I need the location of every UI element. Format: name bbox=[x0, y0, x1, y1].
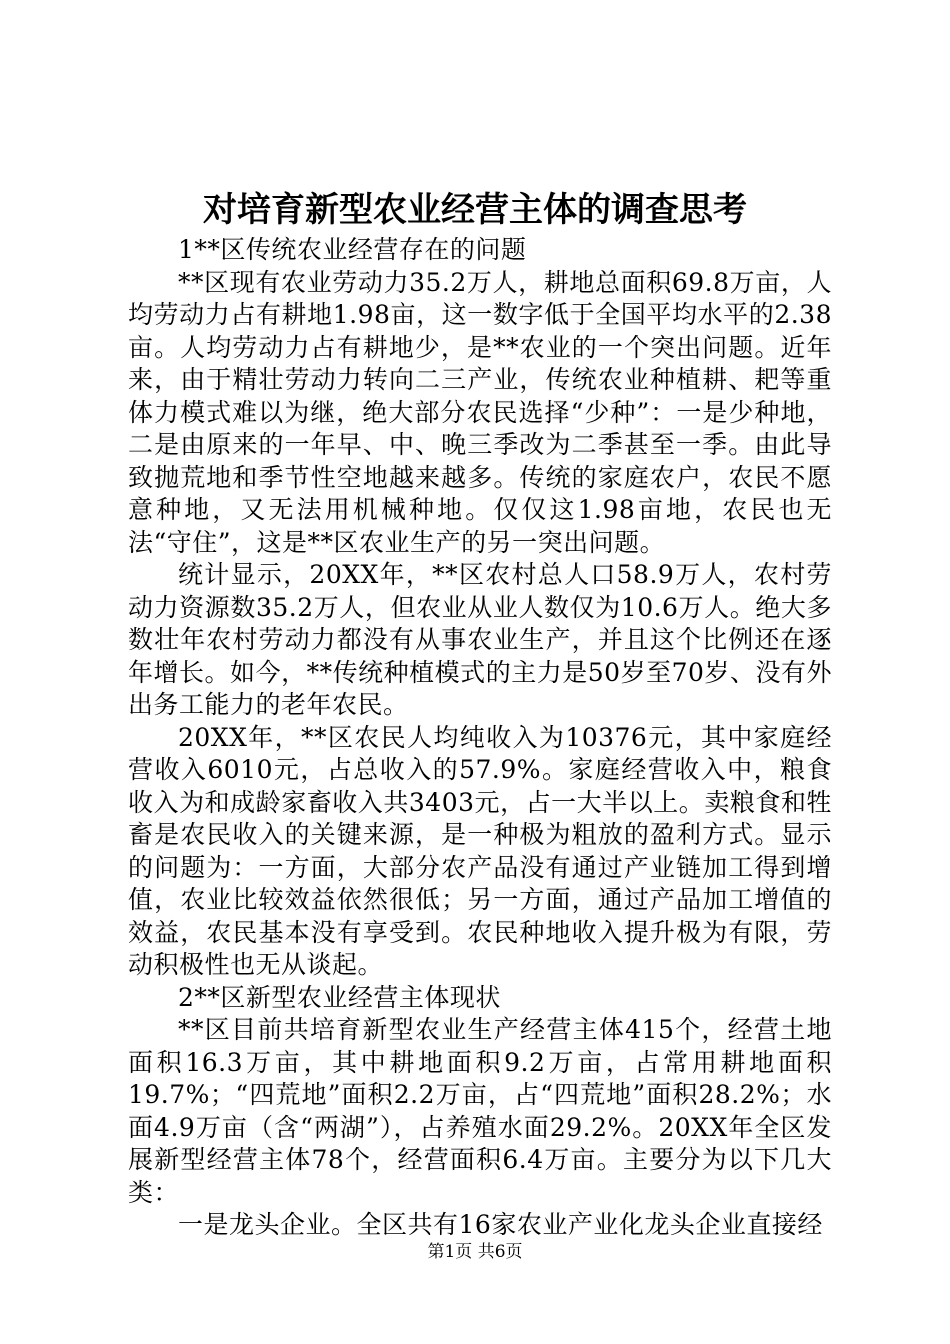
paragraph: **区目前共培育新型农业生产经营主体415个，经营土地面积16.3万亩，其中耕地面积9.2万亩，占常用耕地面积19.7%；“四荒地”面积2.2万亩，占“四荒地”面积28.2%；水面4.9万亩（含“两湖”），占养殖水面29.2%。20XX年全区发展新型经营主体78个，经营面积6.4万亩。主要分为以下几大类： bbox=[128, 1015, 832, 1207]
section-heading: 1**区传统农业经营存在的问题 bbox=[178, 235, 527, 264]
page-footer: 第1页 共6页 bbox=[427, 1242, 523, 1262]
section-heading: 2**区新型农业经营主体现状 bbox=[178, 982, 501, 1012]
document-body bbox=[128, 234, 832, 1242]
paragraph: **区现有农业劳动力35.2万人，耕地总面积69.8万亩，人均劳动力占有耕地1.98亩，这一数字低于全国平均水平的2.38亩。人均劳动力占有耕地少，是**农业的一个突出问题。近年来，由于精壮劳动力转向二三产业，传统农业种植耕、耙等重体力模式难以为继，绝大部分农民选择“少种”：一是少种地，二是由原来的一年早、中、晚三季改为二季甚至一季。由此导致抛荒地和季节性空地越来越多。传统的家庭农户，农民不愿意种地，又无法用机械种地。仅仅这1.98亩地，农民也无法“守住”，这是**区农业生产的另一突出问题。 bbox=[128, 267, 832, 557]
document-title: 对培育新型农业经营主体的调查思考 bbox=[203, 190, 747, 230]
paragraph: 一是龙头企业。全区共有16家农业产业化龙头企业直接经 bbox=[178, 1210, 823, 1239]
paragraph: 统计显示，20XX年，**区农村总人口58.9万人，农村劳动力资源数35.2万人，但农业从业人数仅为10.6万人。绝大多数壮年农村劳动力都没有从事农业生产，并且这个比例还在逐年增长。如今，**传统种植模式的主力是50岁至70岁、没有外出务工能力的老年农民。 bbox=[128, 560, 832, 719]
paragraph: 20XX年，**区农民人均纯收入为10376元，其中家庭经营收入6010元，占总收入的57.9%。家庭经营收入中，粮食收入为和成龄家畜收入共3403元，占一大半以上。卖粮食和牲畜是农民收入的关键来源，是一种极为粗放的盈利方式。显示的问题为：一方面，大部分农产品没有通过产业链加工得到增值，农业比较效益依然很低；另一方面，通过产品加工增值的效益，农民基本没有享受到。农民种地收入提升极为有限，劳动积极性也无从谈起。 bbox=[128, 722, 832, 979]
